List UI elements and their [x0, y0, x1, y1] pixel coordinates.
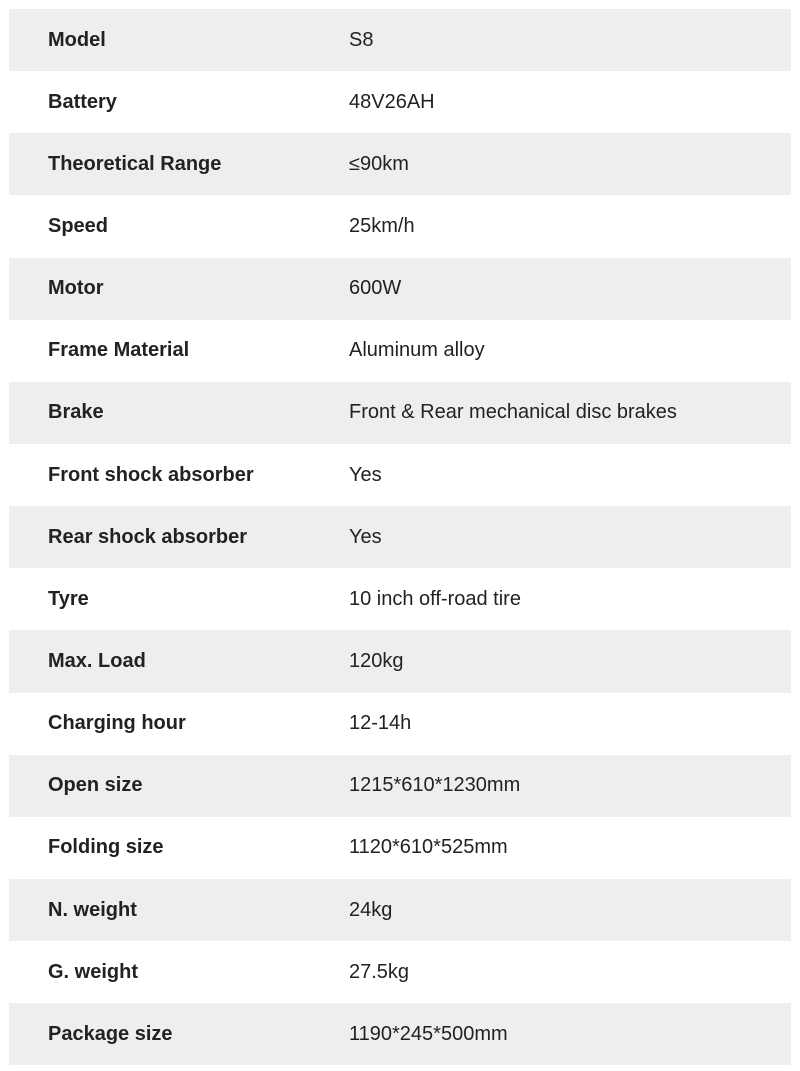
- spec-row-package-size: [9, 1003, 791, 1065]
- spec-label: Rear shock absorber: [48, 525, 247, 548]
- spec-row-rear-shock-absorber: [9, 506, 791, 568]
- spec-row-motor: [9, 258, 791, 320]
- spec-value: 120kg: [349, 649, 404, 672]
- spec-label: Max. Load: [48, 649, 146, 672]
- spec-label: Motor: [48, 277, 104, 300]
- spec-row-front-shock-absorber: [9, 444, 791, 506]
- spec-value: Aluminum alloy: [349, 339, 485, 362]
- spec-label: N. weight: [48, 898, 137, 921]
- spec-value: 600W: [349, 277, 402, 300]
- spec-value: ≤90km: [349, 152, 409, 175]
- spec-label: Folding size: [48, 836, 164, 859]
- spec-label: Frame Material: [48, 339, 190, 362]
- spec-row-g-weight: [9, 941, 791, 1003]
- spec-label: Front shock absorber: [48, 463, 254, 486]
- spec-row-open-size: [9, 755, 791, 817]
- spec-row-theoretical-range: [9, 133, 791, 195]
- spec-value: 12-14h: [349, 712, 412, 735]
- spec-value: 1120*610*525mm: [349, 836, 508, 859]
- spec-row-battery: [9, 71, 791, 133]
- spec-row-brake: [9, 382, 791, 444]
- spec-table: [9, 9, 791, 1065]
- spec-label: Battery: [48, 90, 117, 113]
- spec-value: S8: [349, 28, 374, 51]
- spec-row-tyre: [9, 568, 791, 630]
- spec-value: 48V26AH: [349, 90, 435, 113]
- spec-value: 25km/h: [349, 214, 415, 237]
- spec-value: 10 inch off-road tire: [349, 587, 521, 610]
- spec-label: Charging hour: [48, 712, 186, 735]
- spec-value: 1190*245*500mm: [349, 1022, 508, 1045]
- spec-value: Front & Rear mechanical disc brakes: [349, 401, 677, 424]
- spec-value: 24kg: [349, 898, 393, 921]
- spec-label: Model: [48, 28, 106, 51]
- spec-value: 1215*610*1230mm: [349, 774, 521, 797]
- spec-row-charging-hour: [9, 693, 791, 755]
- spec-row-n-weight: [9, 879, 791, 941]
- spec-row-max-load: [9, 630, 791, 692]
- spec-value: 27.5kg: [349, 960, 410, 983]
- spec-row-frame-material: [9, 320, 791, 382]
- spec-value: Yes: [349, 525, 382, 548]
- spec-label: Package size: [48, 1022, 173, 1045]
- spec-label: Open size: [48, 774, 143, 797]
- spec-label: Theoretical Range: [48, 152, 222, 175]
- spec-label: Brake: [48, 401, 104, 424]
- spec-row-model: [9, 9, 791, 71]
- spec-row-folding-size: [9, 817, 791, 879]
- spec-label: G. weight: [48, 960, 138, 983]
- spec-row-speed: [9, 195, 791, 257]
- spec-label: Tyre: [48, 587, 89, 610]
- spec-value: Yes: [349, 463, 382, 486]
- spec-label: Speed: [48, 214, 109, 237]
